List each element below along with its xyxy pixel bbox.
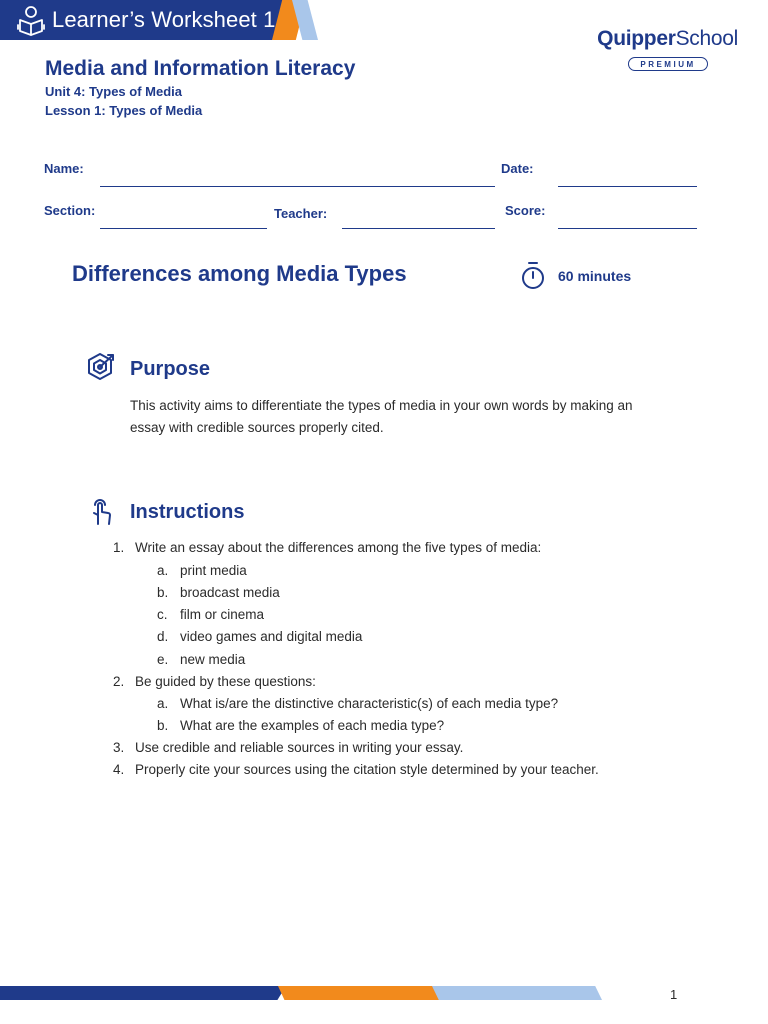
logo-bold-text: Quipper [597, 27, 676, 50]
list-item [113, 762, 599, 777]
list-number: 2. [113, 674, 125, 689]
quipper-school-logo [597, 27, 738, 51]
subject-title: Media and Information Literacy [45, 57, 356, 80]
sub-list-text: film or cinema [180, 607, 265, 622]
name-label: Name: [44, 161, 84, 176]
logo-regular-text: School [675, 27, 738, 50]
sub-list-text: new media [180, 652, 246, 667]
list-item [113, 674, 316, 689]
sub-list-text: What is/are the distinctive characteristic(s) of each media type? [180, 696, 559, 711]
sub-list-letter: b. [157, 718, 169, 733]
sub-list-letter: e. [157, 652, 169, 667]
footer-orange-stripe [278, 986, 440, 1000]
sub-list-text: print media [180, 563, 247, 578]
sub-list-letter: b. [157, 585, 169, 600]
stopwatch-icon [519, 261, 547, 291]
premium-badge: PREMIUM [628, 57, 708, 71]
sub-list-item [157, 718, 444, 733]
sub-list-letter: a. [157, 563, 169, 578]
section-label: Section: [44, 203, 96, 218]
page-number: 1 [670, 987, 678, 1002]
sub-list-item [157, 652, 245, 667]
teacher-label: Teacher: [274, 206, 328, 221]
date-field[interactable] [558, 186, 697, 187]
list-text: Write an essay about the differences among the five types of media: [135, 540, 542, 555]
sub-list-text: What are the examples of each media type? [180, 718, 445, 733]
sub-list-letter: c. [157, 607, 168, 622]
purpose-text [130, 395, 690, 439]
sub-list-text: video games and digital media [180, 629, 363, 644]
sub-list-item [157, 563, 247, 578]
date-label: Date: [501, 161, 534, 176]
list-text: Properly cite your sources using the citation style determined by your teacher. [135, 762, 599, 777]
worksheet-title: Learner’s Worksheet 1 [52, 7, 276, 32]
list-number: 1. [113, 540, 125, 555]
list-text: Use credible and reliable sources in writing your essay. [135, 740, 464, 755]
sub-list-item [157, 607, 264, 622]
activity-duration: 60 minutes [558, 268, 632, 284]
target-icon [86, 352, 116, 382]
score-label: Score: [505, 203, 546, 218]
teacher-field[interactable] [342, 228, 495, 229]
lesson-label: Lesson 1: Types of Media [45, 103, 203, 118]
name-field[interactable] [100, 186, 495, 187]
list-text: Be guided by these questions: [135, 674, 316, 689]
list-item [113, 540, 541, 555]
sub-list-item [157, 629, 362, 644]
sub-list-letter: a. [157, 696, 169, 711]
list-number: 4. [113, 762, 125, 777]
unit-label: Unit 4: Types of Media [45, 84, 182, 99]
section-field[interactable] [100, 228, 267, 229]
footer-light-stripe [432, 986, 602, 1000]
sub-list-item [157, 696, 558, 711]
tap-hand-icon [86, 496, 116, 526]
list-number: 3. [113, 740, 125, 755]
purpose-line-1: This activity aims to differentiate the types of media in your own words by making an [130, 398, 633, 413]
sub-list-text: broadcast media [180, 585, 280, 600]
list-item [113, 740, 463, 755]
instructions-heading: Instructions [130, 501, 245, 523]
score-field[interactable] [558, 228, 697, 229]
purpose-heading: Purpose [130, 358, 211, 380]
purpose-line-2: essay with credible sources properly cited. [130, 420, 384, 435]
reading-learner-icon [15, 4, 47, 36]
sub-list-letter: d. [157, 629, 169, 644]
sub-list-item [157, 585, 280, 600]
activity-title: Differences among Media Types [72, 261, 407, 286]
footer-blue-stripe [0, 986, 286, 1000]
